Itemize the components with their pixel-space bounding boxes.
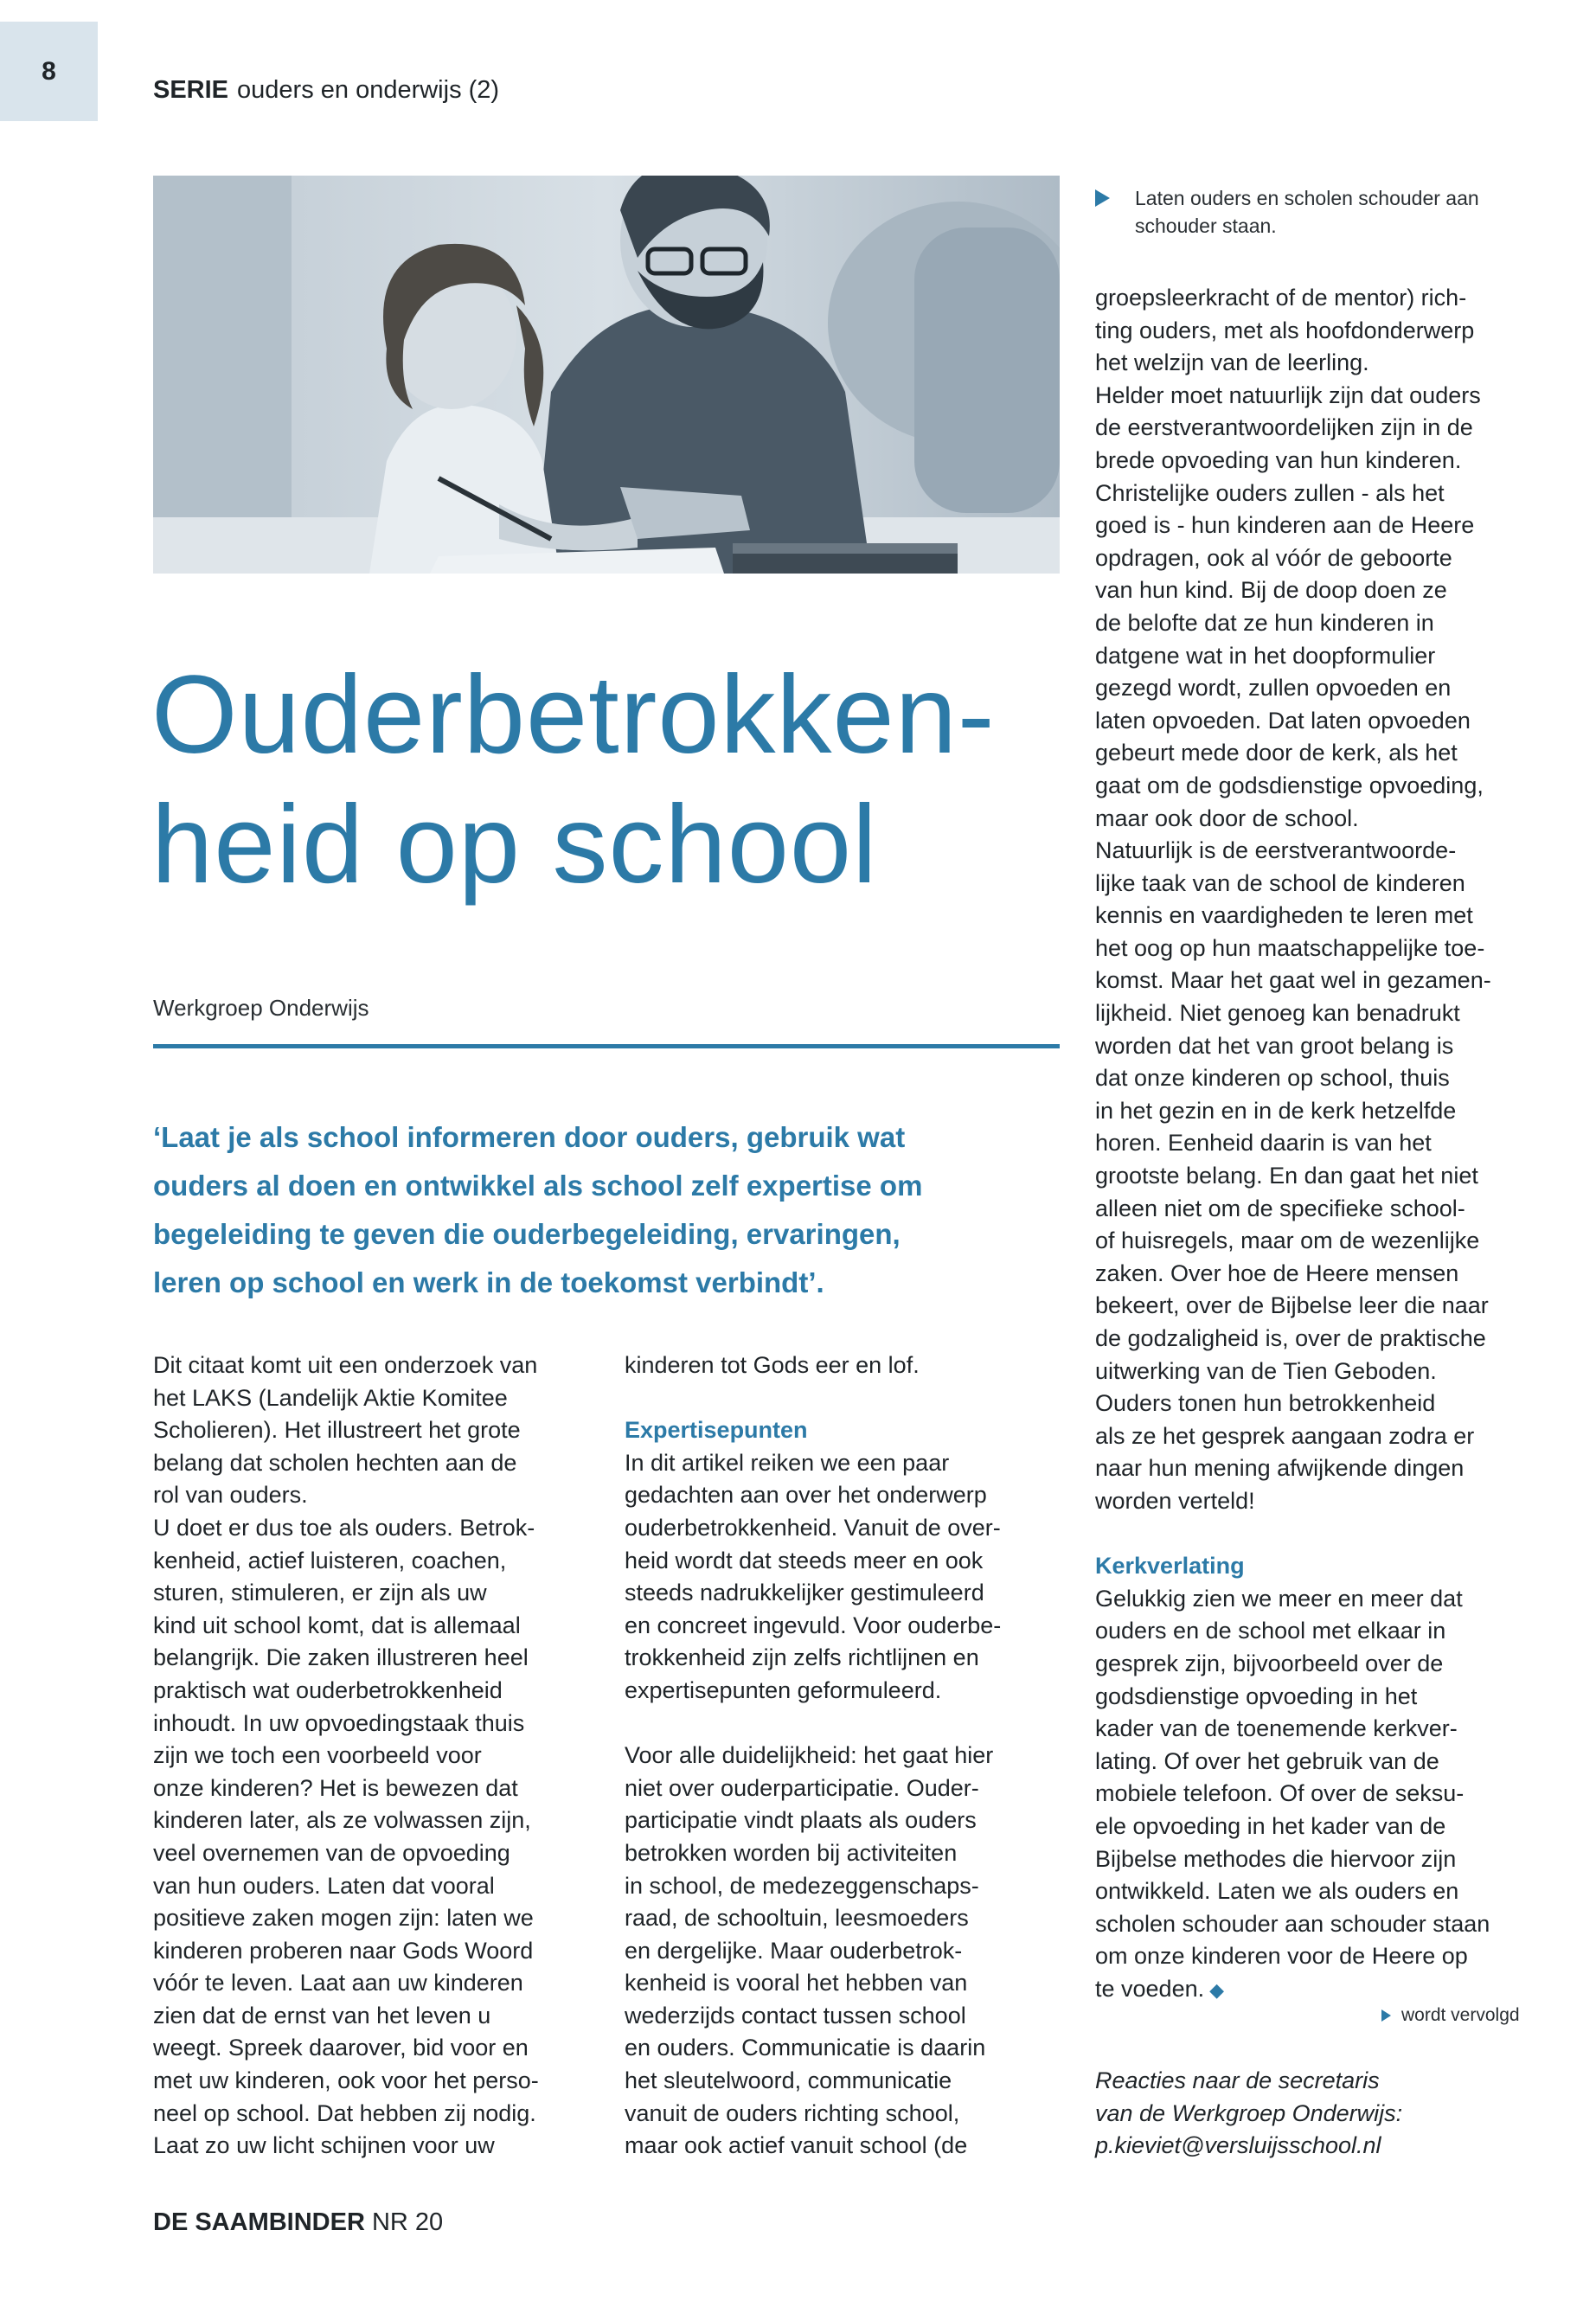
text-line: om onze kinderen voor de Heere op (1095, 1943, 1468, 1970)
text-line: In dit artikel reiken we een paar (625, 1449, 950, 1476)
series-label: SERIE (153, 76, 229, 104)
title-divider (153, 1044, 1060, 1048)
text-line: expertisepunten geformuleerd. (625, 1676, 942, 1703)
text-line: belangrijk. Die zaken illustreren heel (153, 1644, 529, 1671)
text-line: de godzaligheid is, over de praktische (1095, 1325, 1486, 1351)
page-footer (153, 2208, 443, 2237)
text-line: Laat zo uw licht schijnen voor uw (153, 2132, 495, 2159)
text-line-end (1095, 1973, 1536, 2007)
text-line: Scholieren). Het illustreert het grote (153, 1417, 521, 1444)
article-photo (153, 176, 1060, 574)
text-line: lating. Of over het gebruik van de (1095, 1747, 1439, 1774)
text-line: maar ook door de school. (1095, 804, 1359, 831)
reactions-note (1095, 2065, 1562, 2163)
text-line: naar hun mening afwijkende dingen (1095, 1455, 1465, 1482)
text-line: groepsleerkracht of de mentor) rich- (1095, 285, 1467, 311)
text-line: opdragen, ook al vóór de geboorte (1095, 544, 1452, 571)
author-byline: Werkgroep Onderwijs (153, 995, 369, 1021)
text-line: kinderen later, als ze volwassen zijn, (153, 1807, 531, 1834)
continued-arrow-icon (1381, 2009, 1391, 2022)
text-line: en dergelijke. Maar ouderbetrok- (625, 1937, 963, 1964)
text-line: onze kinderen? Het is bewezen dat (153, 1774, 518, 1801)
text-line: kenheid is vooral het hebben van (625, 1970, 968, 1997)
text-line: kenheid, actief luisteren, coachen, (153, 1547, 507, 1574)
text-line: positieve zaken mogen zijn: laten we (153, 1905, 534, 1932)
text-line: en ouders. Communicatie is daarin (625, 2035, 986, 2061)
text-line: komst. Maar het gaat wel in gezamen- (1095, 967, 1491, 994)
text-line: van hun ouders. Laten dat vooral (153, 1872, 495, 1899)
body-column-2 (625, 1349, 1040, 2163)
text-line: Natuurlijk is de eerstverantwoorde- (1095, 837, 1457, 864)
title-line-2: heid op school (151, 783, 878, 907)
text-line: worden dat het van groot belang is (1095, 1032, 1454, 1059)
text-line: bekeert, over de Bijbelse leer die naar (1095, 1292, 1489, 1319)
text-line: de eerstverantwoordelijken zijn in de (1095, 414, 1473, 441)
text-line: inhoudt. In uw opvoedingstaak thuis (153, 1709, 525, 1736)
text-line: met uw kinderen, ook voor het perso- (153, 2067, 539, 2094)
reactions-email[interactable]: p.kieviet@versluijsschool.nl (1095, 2132, 1381, 2159)
text-line: veel overnemen van de opvoeding (153, 1839, 510, 1866)
text-line: trokkenheid zijn zelfs richtlijnen en (625, 1644, 979, 1671)
text-line: U doet er dus toe als ouders. Betrok- (153, 1514, 535, 1541)
text-line: weegt. Spreek daarover, bid voor en (153, 2035, 529, 2061)
text-line: sturen, stimuleren, er zijn als uw (153, 1580, 487, 1606)
text-line: Ouders tonen hun betrokkenheid (1095, 1390, 1436, 1417)
text-line: het welzijn van de leerling. (1095, 349, 1369, 376)
text-line: vanuit de ouders richting school, (625, 2099, 960, 2126)
continued-text: wordt vervolgd (1401, 2005, 1520, 2025)
text-line: in school, de medezeggenschaps- (625, 1872, 979, 1899)
text-line: en concreet ingevuld. Voor ouderbe- (625, 1612, 1002, 1638)
text-line: uitwerking van de Tien Geboden. (1095, 1357, 1437, 1384)
page-number: 8 (0, 22, 98, 121)
text-line: kader van de toenemende kerkver- (1095, 1715, 1458, 1742)
text-line: gezegd wordt, zullen opvoeden en (1095, 675, 1452, 702)
quote-line: ‘Laat je als school informeren door ouders, gebruik wat (153, 1121, 906, 1153)
text-line: ele opvoeding in het kader van de (1095, 1812, 1446, 1839)
text-line: worden verteld! (1095, 1487, 1255, 1514)
issue-number: NR 20 (371, 2208, 444, 2236)
text-line: laten opvoeden. Dat laten opvoeden (1095, 707, 1471, 734)
text-line: zien dat de ernst van het leven u (153, 2002, 491, 2029)
text-line: maar ook actief vanuit school (de (625, 2132, 968, 2159)
text-line: scholen schouder aan schouder staan (1095, 1910, 1490, 1937)
text-line: grootste belang. En dan gaat het niet (1095, 1163, 1478, 1189)
text-line: steeds nadrukkelijker gestimuleerd (625, 1580, 984, 1606)
reactions-line: Reacties naar de secretaris (1095, 2067, 1380, 2093)
text-line: alleen niet om de specifieke school- (1095, 1195, 1465, 1221)
text-line: mobiele telefoon. Of over de seksu- (1095, 1780, 1465, 1807)
paragraph-gap (1095, 1518, 1536, 1551)
text-line: Christelijke ouders zullen - als het (1095, 479, 1445, 506)
text-line: Dit citaat komt uit een onderzoek van (153, 1352, 538, 1378)
text-line: gesprek zijn, bijvoorbeeld over de (1095, 1650, 1444, 1676)
quote-line: leren op school en werk in de toekomst verbindt’. (153, 1266, 824, 1298)
text-line: zijn we toch een voorbeeld voor (153, 1742, 482, 1769)
series-header (153, 76, 499, 105)
text-line: de belofte dat ze hun kinderen in (1095, 609, 1434, 636)
text-line: niet over ouderparticipatie. Ouder- (625, 1774, 979, 1801)
caption-text: Laten ouders en scholen schouder aan schouder staan. (1135, 187, 1479, 237)
text-line: dat onze kinderen op school, thuis (1095, 1065, 1450, 1092)
text-line: Voor alle duidelijkheid: het gaat hier (625, 1742, 994, 1769)
text-line: praktisch wat ouderbetrokkenheid (153, 1676, 503, 1703)
text-line: vóór te leven. Laat aan uw kinderen (153, 1970, 523, 1997)
text-line: het sleutelwoord, communicatie (625, 2067, 952, 2094)
text-line: lijkheid. Niet genoeg kan benadrukt (1095, 1000, 1460, 1027)
end-mark-diamond-icon: ◆ (1209, 1978, 1225, 2001)
quote-line: ouders al doen en ontwikkel als school zelf expertise om (153, 1170, 923, 1202)
title-line-1: Ouderbetrokken- (151, 653, 996, 777)
text-line: gaat om de godsdienstige opvoeding, (1095, 772, 1484, 798)
photo-caption (1095, 184, 1528, 240)
text-line: betrokken worden bij activiteiten (625, 1839, 958, 1866)
text-line: brede opvoeding van hun kinderen. (1095, 446, 1462, 473)
text-line: te voeden. (1095, 1975, 1205, 2002)
text-line: het LAKS (Landelijk Aktie Komitee (153, 1384, 508, 1411)
text-line: gedachten aan over het onderwerp (625, 1482, 987, 1509)
text-line: zaken. Over hoe de Heere mensen (1095, 1259, 1459, 1286)
article-title (151, 651, 1068, 910)
text-line: of huisregels, maar om de wezenlijke (1095, 1227, 1480, 1254)
body-column-1 (153, 1349, 599, 2163)
body-column-3 (1095, 282, 1536, 2006)
text-line: van hun kind. Bij de doop doen ze (1095, 577, 1447, 604)
series-subtitle: ouders en onderwijs (2) (237, 76, 500, 104)
magazine-name: DE SAAMBINDER (153, 2208, 365, 2236)
paragraph-gap (625, 1382, 1040, 1415)
paragraph-gap (625, 1708, 1040, 1740)
section-heading-expertisepunten: Expertisepunten (625, 1417, 808, 1444)
text-line: ting ouders, met als hoofdonderwerp (1095, 317, 1475, 343)
text-line: in het gezin en in de kerk hetzelfde (1095, 1097, 1457, 1124)
text-line: godsdienstige opvoeding in het (1095, 1682, 1418, 1709)
text-line: kinderen tot Gods eer en lof. (625, 1352, 920, 1378)
section-heading-kerkverlating: Kerkverlating (1095, 1553, 1245, 1580)
reactions-line: van de Werkgroep Onderwijs: (1095, 2099, 1403, 2126)
text-line: wederzijds contact tussen school (625, 2002, 966, 2029)
text-line: goed is - hun kinderen aan de Heere (1095, 512, 1475, 539)
text-line: horen. Eenheid daarin is van het (1095, 1130, 1432, 1157)
text-line: kinderen proberen naar Gods Woord (153, 1937, 534, 1964)
continued-note (1381, 2005, 1520, 2026)
text-line: Bijbelse methodes die hiervoor zijn (1095, 1845, 1457, 1872)
text-line: neel op school. Dat hebben zij nodig. (153, 2099, 536, 2126)
text-line: ouders en de school met elkaar in (1095, 1618, 1446, 1644)
quote-line: begeleiding te geven die ouderbegeleiding, ervaringen, (153, 1218, 901, 1250)
text-line: het oog op hun maatschappelijke toe- (1095, 934, 1485, 961)
text-line: rol van ouders. (153, 1482, 308, 1509)
text-line: kennis en vaardigheden te leren met (1095, 902, 1473, 929)
text-line: Gelukkig zien we meer en meer dat (1095, 1585, 1463, 1612)
caption-arrow-icon (1095, 189, 1110, 207)
text-line: heid wordt dat steeds meer en ook (625, 1547, 984, 1574)
father-daughter-photo (153, 176, 1060, 574)
text-line: als ze het gesprek aangaan zodra er (1095, 1422, 1475, 1449)
text-line: belang dat scholen hechten aan de (153, 1449, 517, 1476)
text-line: raad, de schooltuin, leesmoeders (625, 1905, 969, 1932)
text-line: lijke taak van de school de kinderen (1095, 869, 1465, 896)
text-line: gebeurt mede door de kerk, als het (1095, 740, 1458, 766)
text-line: Helder moet natuurlijk zijn dat ouders (1095, 381, 1481, 408)
text-line: participatie vindt plaats als ouders (625, 1807, 977, 1834)
text-line: ontwikkeld. Laten we als ouders en (1095, 1878, 1459, 1905)
text-line: datgene wat in het doopformulier (1095, 642, 1436, 669)
text-line: ouderbetrokkenheid. Vanuit de over- (625, 1514, 1001, 1541)
text-line: kind uit school komt, dat is allemaal (153, 1612, 521, 1638)
pull-quote (153, 1113, 1061, 1307)
